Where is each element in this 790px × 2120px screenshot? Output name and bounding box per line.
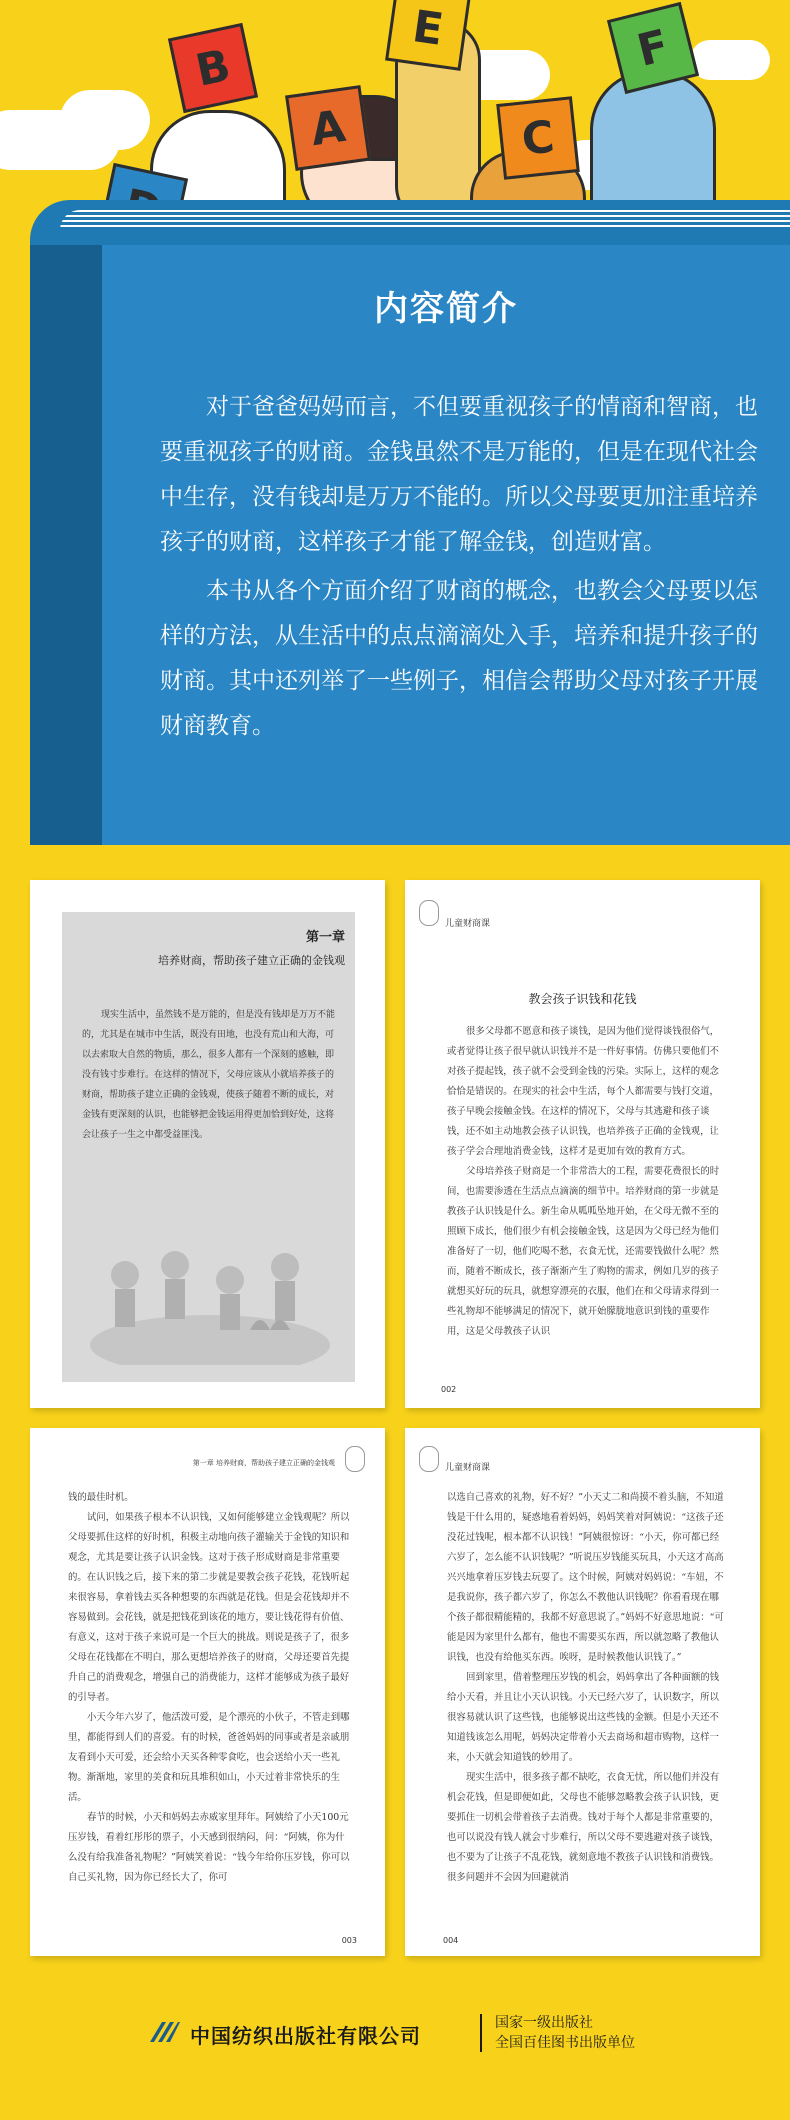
block-letter: B bbox=[191, 39, 235, 97]
sample-page-1 bbox=[30, 880, 385, 1408]
page-paragraph: 现实生活中，虽然钱不是万能的，但是没有钱却是万万不能的，尤其是在城市中生活，既没有田地，也没有荒山和大海，可以去索取大自然的物质，那么，很多人都有一个深刻的感触，即没有钱寸步难行。在这样的情况下，父母应该从小就培养孩子的财商，帮助孩子建立正确的金钱观，使孩子随着不断的成长，对金钱有更深刻的认识，也能够把金钱运用得更加恰到好处，这将会让孩子一生之中都受益匪浅。 bbox=[82, 1010, 336, 1140]
intro-paragraph: 对于爸爸妈妈而言，不但要重视孩子的情商和智商，也要重视孩子的财商。金钱虽然不是万能的，但是在现代社会中生存，没有钱却是万万不能的。所以父母要更加注重培养孩子的财商，这样孩子才能了解金钱，创造财富。 bbox=[160, 394, 758, 555]
page-paragraph: 钱的最佳时机。 bbox=[68, 1492, 134, 1503]
book-cover-edge bbox=[30, 245, 102, 845]
page-number: 002 bbox=[441, 1385, 457, 1394]
chapter-number: 第一章 bbox=[305, 930, 345, 945]
page-paragraph: 回到家里，借着整理压岁钱的机会，妈妈拿出了各种面额的钱给小天看，并且让小天认识钱。小天已经六岁了，认识数字，所以很容易就认识了这些钱，也能够说出这些钱的金额。但是小天还不知道钱该怎么用呢，妈妈决定带着小天去商场和超市购物，这样一来，小天就会知道钱的妙用了。 bbox=[447, 1672, 720, 1763]
block-letter: E bbox=[409, 0, 447, 56]
cloud bbox=[60, 90, 150, 150]
page-paragraph: 春节的时候，小天和妈妈去赤威家里拜年。阿姨给了小天100元压岁钱，看着红彤彤的票子，小天感到很纳闷，问：“阿姨，你为什么没有给我准备礼物呢？”阿姨笑着说：“钱今年给你压岁钱，你可以自己买礼物，因为你已经长大了，你可 bbox=[68, 1812, 350, 1883]
intro-content bbox=[102, 245, 790, 845]
page-number: 003 bbox=[341, 1936, 357, 1945]
sample-page-4 bbox=[405, 1428, 760, 1956]
section-title: 教会孩子识钱和花钱 bbox=[528, 992, 637, 1006]
book-spine bbox=[30, 200, 790, 245]
publisher-logo-icon bbox=[148, 2018, 180, 2048]
page-paragraph: 父母培养孩子财商是一个非常浩大的工程，需要花费很长的时间，也需要渗透在生活点点滴滴的细节中。培养财商的第一步就是教孩子认识钱是什么。新生命从呱呱坠地开始，在父母无微不至的照顾下成长，他们很少有机会接触金钱，这是因为父母已经为他们准备好了一切，他们吃喝不愁，衣食无忧，还需要钱做什么呢？然而，随着不断成长，孩子渐渐产生了购物的需求，例如几岁的孩子就想买好玩的玩具，就想穿漂亮的衣服，他们在和父母请求得到一些礼物却不能够满足的情况下，就开始朦胧地意识到钱的重要作用，这是父母教孩子认识 bbox=[447, 1166, 720, 1337]
intro-paragraph: 本书从各个方面介绍了财商的概念，也教会父母要以怎样的方法，从生活中的点点滴滴处入手，培养和提升孩子的财商。其中还列举了一些例子，相信会帮助父母对孩子开展财商教育。 bbox=[160, 578, 758, 739]
page-body bbox=[447, 1488, 727, 1888]
hero-illustration bbox=[0, 0, 790, 245]
letter-block-e bbox=[385, 0, 471, 71]
block-letter: F bbox=[632, 19, 674, 77]
sample-page-3 bbox=[30, 1428, 385, 1956]
page-paragraph: 试问，如果孩子根本不认识钱，又如何能够建立金钱观呢？所以父母要抓住这样的好时机，积极主动地向孩子灌输关于金钱的知识和观念，尤其是要让孩子认识金钱。这对于孩子形成财商是非常重要的。在认识钱之后，接下来的第二步就是要教会孩子花钱，花钱听起来很容易，拿着钱去买各种想要的东西就是花钱。但是会花钱却并不容易做到。会花钱，就是把钱花到该花的地方，要让钱花得有价值、有意义，这对于孩子来说可是一个巨大的挑战。则说是孩子了，很多父母在花钱都在不明白，那么更想培养孩子的财商，父母还要首先提升自己的消费观念，增强自己的消费能力，这样才能够成为孩子最好的引导者。 bbox=[68, 1512, 350, 1703]
cloud bbox=[690, 40, 770, 80]
page-paragraph: 小天今年六岁了，他活泼可爱，是个漂亮的小伙子，不管走到哪里，都能得到人们的喜爱。有的时候，爸爸妈妈的同事或者是亲戚朋友看到小天可爱，还会给小天买各种零食吃，也会送给小天一些礼物。渐渐地，家里的美食和玩具堆积如山，小天过着非常快乐的生活。 bbox=[68, 1712, 350, 1803]
page-body bbox=[68, 1488, 353, 1888]
page-paragraph: 以选自己喜欢的礼物，好不好？”小天丈二和尚摸不着头脑，不知道钱是干什么用的，疑惑地看着妈妈，妈妈笑着对阿姨说：“这孩子还没花过钱呢，根本都不认识钱！”阿姨很惊讶：“小天，你可都已经六岁了，怎么能不认识钱呢？”听说压岁钱能买玩具，小天这才高高兴兴地拿着压岁钱去玩耍了。这个时候，阿姨对妈妈说：“车妞，不是我说你，孩子都六岁了，你怎么不教他认识钱呢？你看看现在哪个孩子都很精能精的，我都不好意思说了。”妈妈不好意思地说：“可能是因为家里什么都有，他也不需要买东西，所以就忽略了教他认识钱，也没有给他买东西。唉呀，是时候教他认识钱了。” bbox=[447, 1492, 724, 1663]
page-body bbox=[447, 1022, 722, 1342]
intro-text bbox=[160, 385, 760, 753]
publisher-rank-2: 全国百佳图书出版单位 bbox=[495, 2035, 635, 2051]
kid-icon bbox=[345, 1446, 365, 1472]
publisher-name: 中国纺织出版社有限公司 bbox=[190, 2024, 421, 2048]
publisher-rank-1: 国家一级出版社 bbox=[495, 2015, 593, 2031]
kid-icon bbox=[419, 900, 439, 926]
footer-divider bbox=[480, 2014, 482, 2052]
chapter-title: 培养财商，帮助孩子建立正确的金钱观 bbox=[158, 954, 345, 967]
letter-block-c bbox=[496, 96, 580, 180]
publisher-footer bbox=[0, 2010, 790, 2070]
block-letter: C bbox=[519, 110, 557, 166]
running-header: 第一章 培养财商，帮助孩子建立正确的金钱观 bbox=[192, 1459, 335, 1467]
children-illustration bbox=[90, 1235, 330, 1365]
page-number: 004 bbox=[443, 1936, 459, 1945]
page-paragraph: 现实生活中，很多孩子都不缺吃，衣食无忧，所以他们并没有机会花钱，但是即便如此，父母也不能够忽略教会孩子认识钱，更要抓住一切机会带着孩子去消费。钱对于每个人都是非常重要的，也可以说没有钱人就会寸步难行，所以父母不要逃避对孩子谈钱，也不要为了让孩子不乱花钱，就刻意地不教孩子认识钱和消费钱。很多问题并不会因为回避就消 bbox=[447, 1772, 720, 1883]
running-header: 儿童财商课 bbox=[445, 919, 491, 929]
page-paragraph: 很多父母都不愿意和孩子谈钱，是因为他们觉得谈钱很俗气，或者觉得让孩子很早就认识钱并不是一件好事情。仿佛只要他们不对孩子提起钱，孩子就不会受到金钱的污染。实际上，这样的观念恰恰是错误的。在现实的社会中生活，每个人都需要与钱打交道，孩子早晚会接触金钱。在这样的情况下，父母与其逃避和孩子谈钱，还不如主动地教会孩子认识钱，也培养孩子正确的金钱观，让孩子学会合理地消费金钱，这样才是更加有效的教育方式。 bbox=[447, 1026, 720, 1157]
block-letter: A bbox=[307, 100, 349, 156]
intro-panel bbox=[30, 245, 790, 845]
intro-title: 内容简介 bbox=[374, 289, 518, 329]
sample-page-2 bbox=[405, 880, 760, 1408]
letter-block-b bbox=[168, 23, 258, 113]
chapter-intro-text bbox=[82, 1005, 340, 1145]
running-header: 儿童财商课 bbox=[445, 1463, 491, 1473]
letter-block-a bbox=[285, 85, 371, 171]
kid-icon bbox=[419, 1446, 439, 1472]
